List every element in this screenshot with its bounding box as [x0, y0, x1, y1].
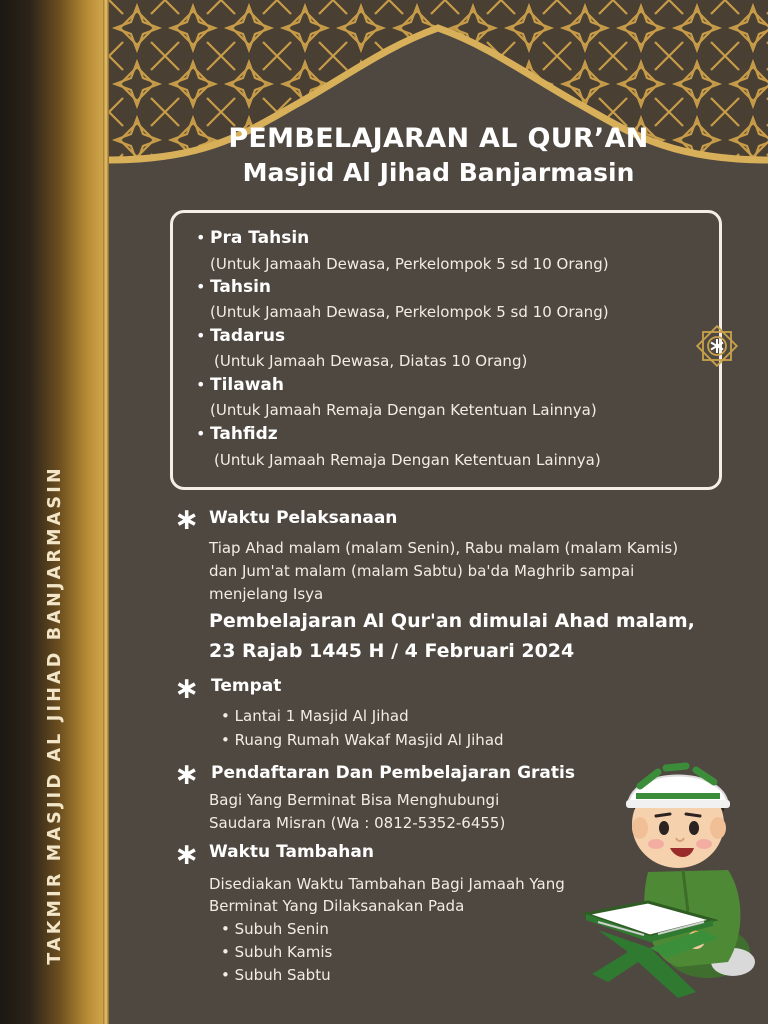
- program-item: • Pra Tahsin: [196, 228, 310, 248]
- program-desc: (Untuk Jamaah Dewasa, Perkelompok 5 sd 10 Orang): [210, 255, 609, 273]
- program-item: • Tilawah: [196, 375, 285, 395]
- eight-point-star-icon: [693, 322, 741, 370]
- tambahan-line: Disediakan Waktu Tambahan Bagi Jamaah Yang: [209, 875, 565, 893]
- program-desc: (Untuk Jamaah Remaja Dengan Ketentuan Lainnya): [210, 401, 597, 419]
- start-date-text: 23 Rajab 1445 H / 4 Februari 2024: [209, 640, 575, 662]
- asterisk-icon: ∗: [174, 502, 200, 537]
- section-title-waktu: Waktu Pelaksanaan: [209, 508, 398, 528]
- tambahan-item: • Subuh Sabtu: [221, 966, 331, 984]
- tambahan-line: Berminat Yang Dilaksanakan Pada: [209, 897, 465, 915]
- program-item: • Tadarus: [196, 326, 286, 346]
- section-title-tempat: Tempat: [211, 676, 282, 696]
- program-desc: (Untuk Jamaah Dewasa, Diatas 10 Orang): [214, 352, 528, 370]
- pendaftaran-line: Saudara Misran (Wa : 0812-5352-6455): [209, 814, 506, 832]
- program-list-box: [170, 210, 722, 490]
- section-title-pendaftaran: Pendaftaran Dan Pembelajaran Gratis: [211, 763, 575, 783]
- pendaftaran-line: Bagi Yang Berminat Bisa Menghubungi: [209, 791, 500, 809]
- side-label: TAKMIR MASJID AL JIHAD BANJARMASIN: [45, 465, 65, 965]
- program-desc: (Untuk Jamaah Remaja Dengan Ketentuan Lainnya): [214, 451, 601, 469]
- asterisk-icon: ∗: [174, 837, 200, 872]
- asterisk-icon: ∗: [174, 757, 200, 792]
- waktu-line: menjelang Isya: [209, 585, 324, 603]
- waktu-line: Tiap Ahad malam (malam Senin), Rabu malam (malam Kamis): [209, 539, 679, 557]
- section-title-tambahan: Waktu Tambahan: [209, 842, 374, 862]
- program-item: • Tahfidz: [196, 424, 278, 444]
- page-subtitle: Masjid Al Jihad Banjarmasin: [242, 158, 635, 187]
- program-desc: (Untuk Jamaah Dewasa, Perkelompok 5 sd 10 Orang): [210, 303, 609, 321]
- page-title: PEMBELAJARAN AL QUR’AN: [228, 123, 649, 154]
- start-date-text: Pembelajaran Al Qur'an dimulai Ahad malam,: [209, 610, 695, 632]
- tempat-item: • Lantai 1 Masjid Al Jihad: [221, 707, 409, 725]
- boy-reading-quran-illustration: [578, 752, 758, 1002]
- tempat-item: • Ruang Rumah Wakaf Masjid Al Jihad: [221, 731, 504, 749]
- waktu-line: dan Jum'at malam (malam Sabtu) ba'da Maghrib sampai: [209, 562, 635, 580]
- tambahan-item: • Subuh Kamis: [221, 943, 333, 961]
- program-item: • Tahsin: [196, 277, 272, 297]
- tambahan-item: • Subuh Senin: [221, 920, 329, 938]
- asterisk-icon: ∗: [174, 671, 200, 706]
